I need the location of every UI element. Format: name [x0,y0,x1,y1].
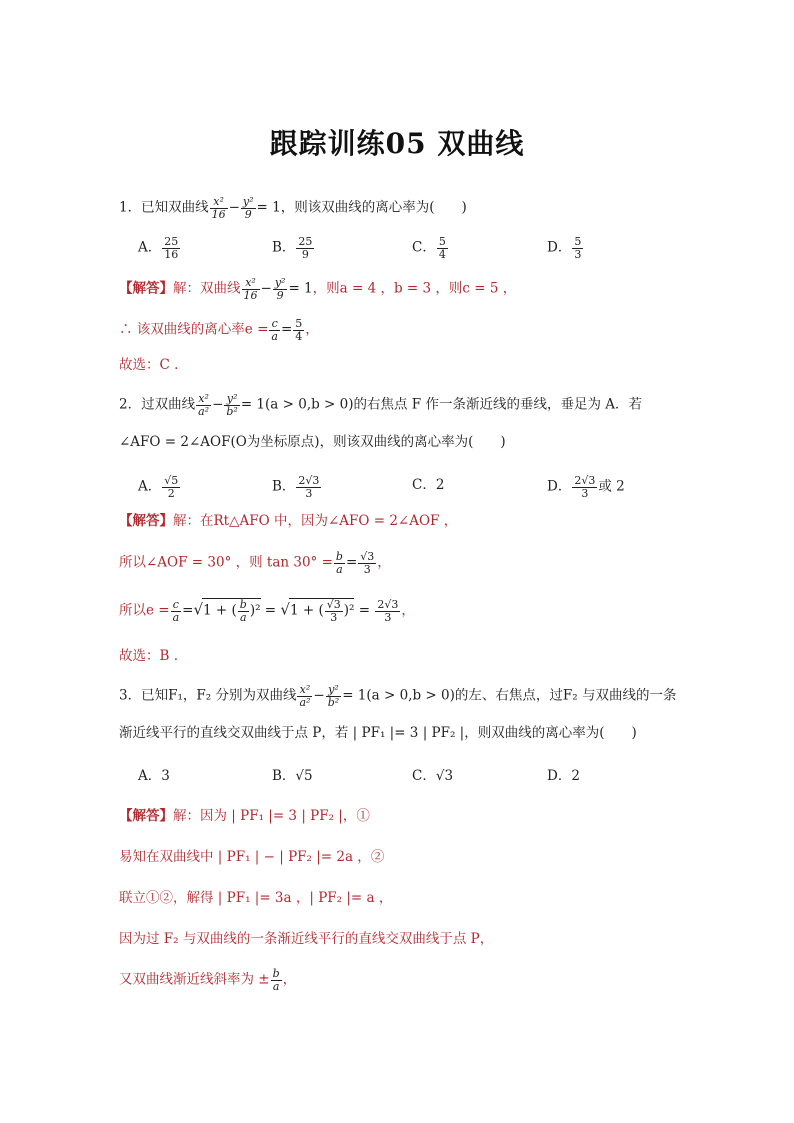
q2-solution-line-1: 【解答】解：在Rt△AFO 中，因为∠AFO = 2∠AOF ， [119,513,458,529]
question-2-stem-line-1: 2．过双曲线 $\frac{\text{x²}}{\text{a²}}$ − $\frac{\text{y²}}{\text{b²}}$ = 1(a > 0,b > 0)的右焦点 F 作一条渐近线的垂线，垂足为 A．若 [119,392,643,418]
q3-option-d: D．2 [547,768,580,784]
question-2-stem-line-2: ∠AFO = 2∠AOF(O为坐标原点)，则该双曲线的离心率为( ) [119,434,506,450]
q2-option-b: B． $\frac{2√3}{3}$ [272,474,320,500]
q1-option-d: D． $\frac{5}{3}$ [547,235,582,261]
q3-solution-line-3: 联立①②，解得 | PF₁ |= 3a ，| PF₂ |= a ， [119,890,393,906]
q3-solution-line-5: 又双曲线渐近线斜率为 ± $\frac{b}{a}$ ， [119,967,297,993]
q3-solution-line-4: 因为过 F₂ 与双曲线的一条渐近线平行的直线交双曲线于点 P， [119,931,494,947]
q1-solution-line-1: 【解答】解：双曲线 $\frac{\text{x²}}{16}$ − $\frac{\text{y²}}{9}$ = 1，则a = 4 ，b = 3 ，则c = 5 ， [119,276,517,302]
question-3-stem-line-2: 渐近线平行的直线交双曲线于点 P，若 | PF₁ |= 3 | PF₂ |，则双曲线的离心率为( ) [119,725,637,741]
q3-option-c: C．√3 [412,768,454,784]
q3-solution-line-2: 易知在双曲线中 | PF₁ | − | PF₂ |= 2a ，② [119,849,385,865]
page-title: 跟踪训练05 双曲线 [269,127,525,160]
fraction: $\frac{\text{y²}}{9}$ [242,195,254,221]
q1-option-b: B． $\frac{25}{9}$ [272,235,313,261]
q1-solution-line-2: ∴ 该双曲线的离心率e = $\frac{c}{a}$ = $\frac{5}{4}$ ， [119,317,319,343]
q2-answer: 故选：B . [119,648,179,664]
q2-solution-line-2: 所以∠AOF = 30° ，则 tan 30° = $\frac{b}{a}$ = $\frac{√3}{3}$ ， [119,550,391,576]
question-3-stem-line-1: 3．已知F₁，F₂ 分别为双曲线 $\frac{\text{x²}}{\text{a²}}$ − $\frac{\text{y²}}{\text{b²}}$ = 1(a > 0,b > 0)的左、右焦点，过F₂ 与双曲线的一条 [119,683,677,709]
q3-option-b: B．√5 [272,768,313,784]
q3-option-a: A．3 [138,768,170,784]
q1-answer: 故选：C . [119,357,179,373]
q1-option-c: C． $\frac{5}{4}$ [412,235,446,261]
q3-solution-line-1: 【解答】解：因为 | PF₁ |= 3 | PF₂ |，① [119,808,370,824]
q2-option-c: C．2 [412,477,445,493]
q1-option-a: A． $\frac{25}{16}$ [138,235,179,261]
q2-solution-line-3: 所以e = $\frac{c}{a}$ =√1 + ( $\frac{b}{a}$ )² = √1 + ( $\frac{√3}{3}$ )² = $\frac{2√3}{3}$ ， [119,598,415,624]
fraction: $\frac{\text{x²}}{16}$ [211,195,226,221]
q2-option-d: D． $\frac{2√3}{3}$ 或 2 [547,474,625,500]
question-1-stem: 1．已知双曲线 $\frac{\text{x²}}{16}$ − $\frac{\text{y²}}{9}$ = 1，则该双曲线的离心率为( ) [119,195,467,221]
q2-option-a: A． $\frac{√5}{2}$ [138,474,179,500]
